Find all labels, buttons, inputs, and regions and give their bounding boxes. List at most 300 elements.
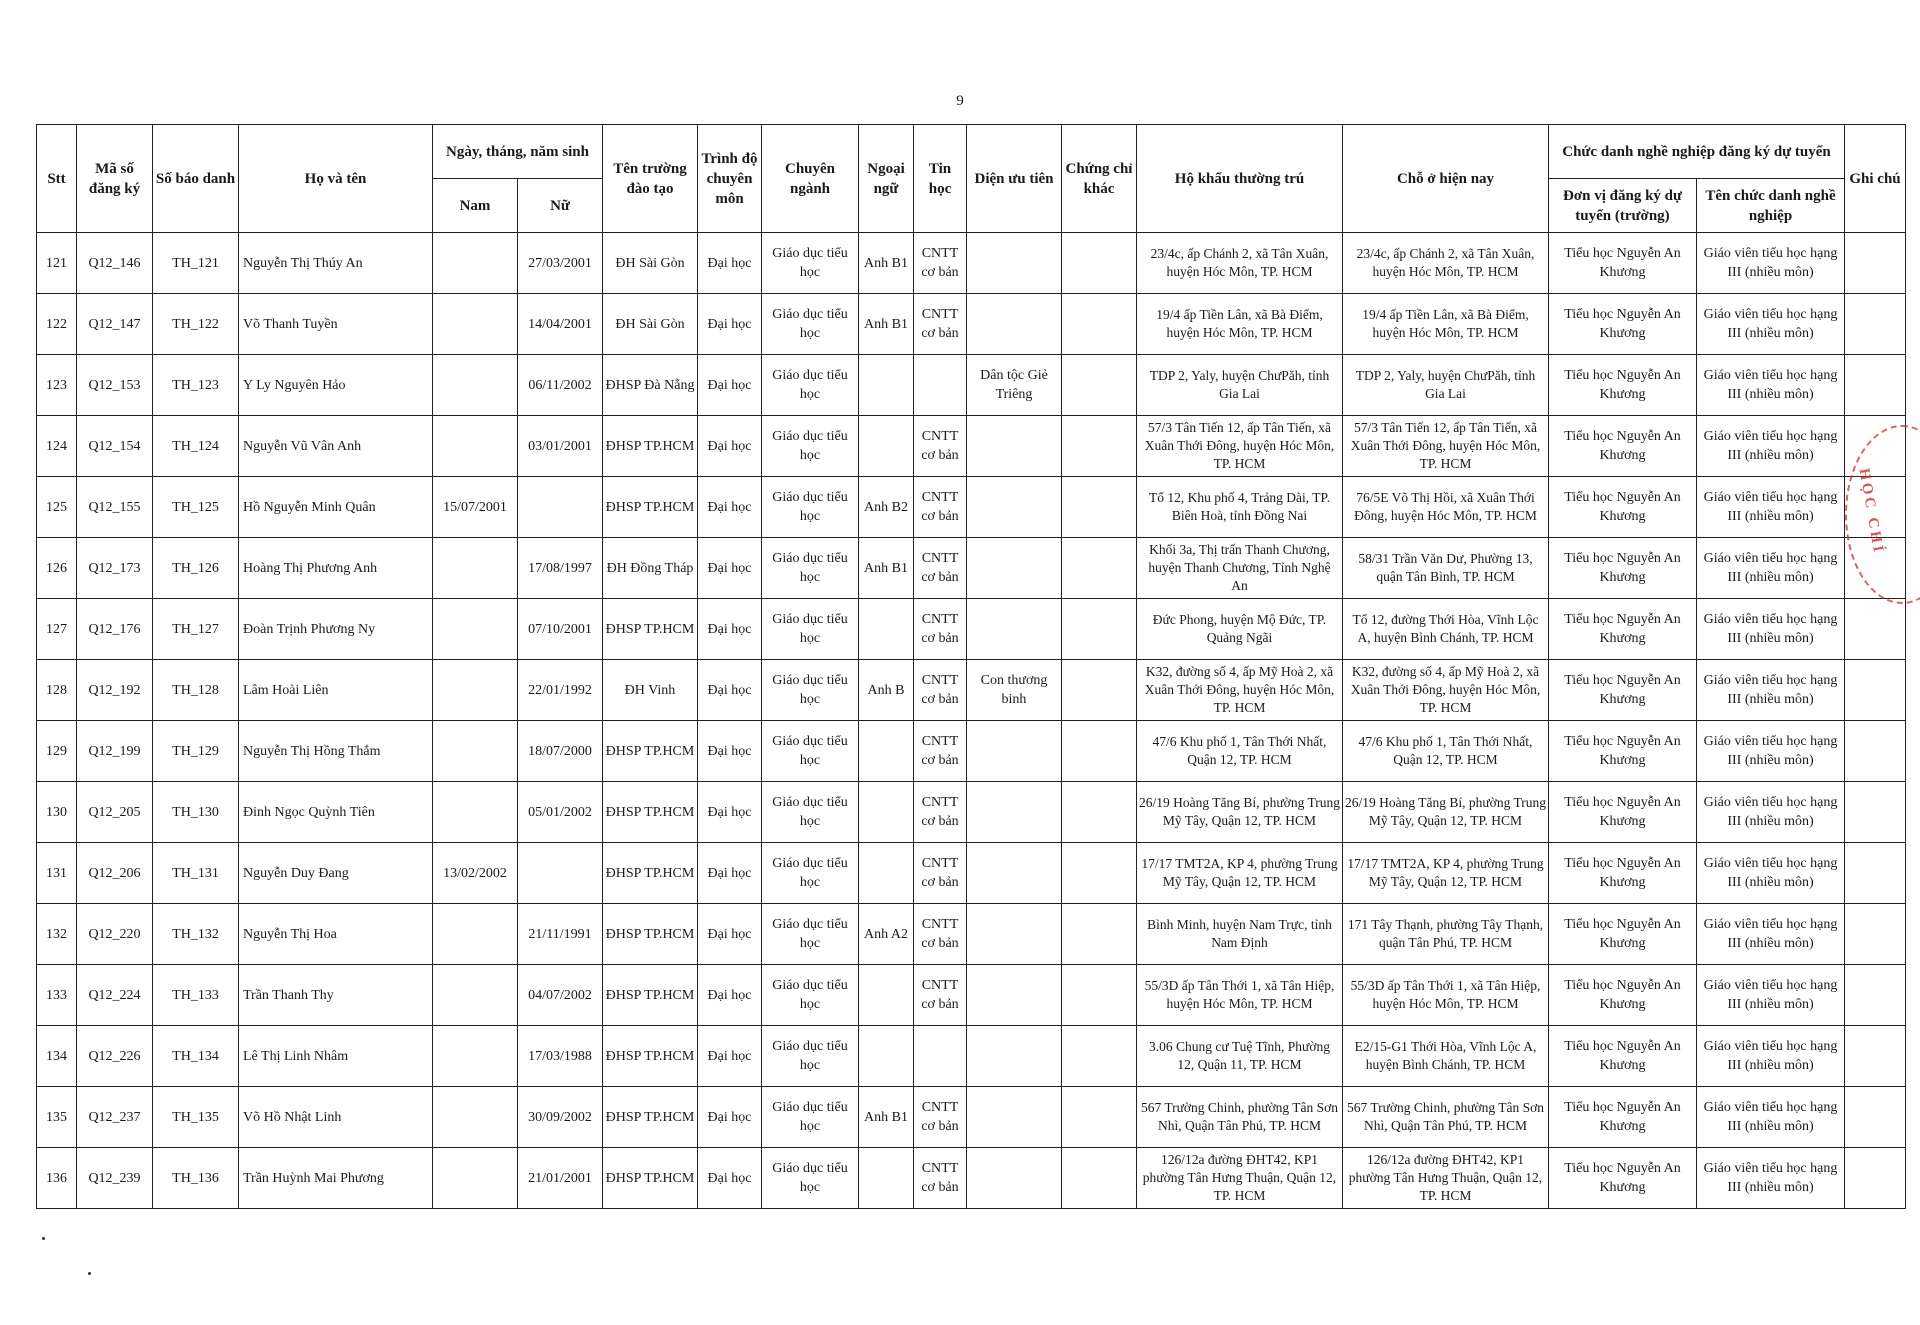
cell-chung-chi bbox=[1062, 904, 1137, 965]
cell-chuyen-nganh: Giáo dục tiểu học bbox=[762, 477, 859, 538]
cell-stt: 132 bbox=[37, 904, 77, 965]
cell-truong: ĐHSP TP.HCM bbox=[603, 599, 698, 660]
cell-ho-khau: 3.06 Chung cư Tuệ Tĩnh, Phường 12, Quận 11, TP. HCM bbox=[1137, 1026, 1343, 1087]
cell-nu bbox=[518, 477, 603, 538]
cell-cho-o: 47/6 Khu phố 1, Tân Thới Nhất, Quận 12, TP. HCM bbox=[1343, 721, 1549, 782]
cell-ten-chuc-danh: Giáo viên tiểu học hạng III (nhiều môn) bbox=[1697, 721, 1845, 782]
cell-dien-uu-tien bbox=[967, 782, 1062, 843]
cell-trinh-do: Đại học bbox=[698, 1026, 762, 1087]
cell-truong: ĐH Vinh bbox=[603, 660, 698, 721]
cell-ghi-chu bbox=[1845, 904, 1906, 965]
cell-stt: 131 bbox=[37, 843, 77, 904]
cell-ngoai-ngu bbox=[859, 843, 914, 904]
cell-cho-o: 26/19 Hoàng Tăng Bí, phường Trung Mỹ Tây, Quận 12, TP. HCM bbox=[1343, 782, 1549, 843]
cell-chuyen-nganh: Giáo dục tiểu học bbox=[762, 538, 859, 599]
cell-cho-o: 126/12a đường ĐHT42, KP1 phường Tân Hưng Thuận, Quận 12, TP. HCM bbox=[1343, 1148, 1549, 1209]
cell-stt: 124 bbox=[37, 416, 77, 477]
cell-cho-o: 171 Tây Thạnh, phường Tây Thạnh, quận Tân Phú, TP. HCM bbox=[1343, 904, 1549, 965]
cell-ma-so: Q12_239 bbox=[77, 1148, 153, 1209]
cell-ngoai-ngu: Anh B bbox=[859, 660, 914, 721]
cell-don-vi: Tiểu học Nguyễn An Khương bbox=[1549, 538, 1697, 599]
header-truong: Tên trường đào tạo bbox=[603, 125, 698, 233]
cell-chung-chi bbox=[1062, 721, 1137, 782]
cell-nam bbox=[433, 1148, 518, 1209]
cell-so-bao-danh: TH_129 bbox=[153, 721, 239, 782]
cell-chung-chi bbox=[1062, 843, 1137, 904]
cell-ghi-chu bbox=[1845, 782, 1906, 843]
cell-dien-uu-tien bbox=[967, 294, 1062, 355]
cell-chuyen-nganh: Giáo dục tiểu học bbox=[762, 1148, 859, 1209]
cell-truong: ĐHSP TP.HCM bbox=[603, 416, 698, 477]
cell-chuyen-nganh: Giáo dục tiểu học bbox=[762, 660, 859, 721]
cell-chung-chi bbox=[1062, 538, 1137, 599]
cell-dien-uu-tien bbox=[967, 477, 1062, 538]
cell-chuyen-nganh: Giáo dục tiểu học bbox=[762, 721, 859, 782]
cell-dien-uu-tien: Con thương binh bbox=[967, 660, 1062, 721]
header-ho-khau: Hộ khẩu thường trú bbox=[1137, 125, 1343, 233]
cell-tin-hoc: CNTT cơ bản bbox=[914, 538, 967, 599]
cell-ngoai-ngu bbox=[859, 1026, 914, 1087]
cell-nam bbox=[433, 538, 518, 599]
cell-so-bao-danh: TH_125 bbox=[153, 477, 239, 538]
cell-ten-chuc-danh: Giáo viên tiểu học hạng III (nhiều môn) bbox=[1697, 538, 1845, 599]
cell-trinh-do: Đại học bbox=[698, 1148, 762, 1209]
cell-nu: 04/07/2002 bbox=[518, 965, 603, 1026]
cell-chuyen-nganh: Giáo dục tiểu học bbox=[762, 1087, 859, 1148]
cell-ma-so: Q12_220 bbox=[77, 904, 153, 965]
cell-trinh-do: Đại học bbox=[698, 904, 762, 965]
cell-ghi-chu bbox=[1845, 660, 1906, 721]
cell-dien-uu-tien bbox=[967, 843, 1062, 904]
header-dien-uu-tien: Diện ưu tiên bbox=[967, 125, 1062, 233]
cell-dien-uu-tien bbox=[967, 904, 1062, 965]
cell-ho-ten: Võ Thanh Tuyền bbox=[239, 294, 433, 355]
cell-truong: ĐHSP TP.HCM bbox=[603, 477, 698, 538]
cell-dien-uu-tien bbox=[967, 233, 1062, 294]
scan-speck bbox=[42, 1237, 45, 1240]
cell-nam bbox=[433, 1026, 518, 1087]
table-row bbox=[37, 965, 1906, 1026]
cell-trinh-do: Đại học bbox=[698, 782, 762, 843]
header-chung-chi: Chứng chỉ khác bbox=[1062, 125, 1137, 233]
cell-truong: ĐHSP TP.HCM bbox=[603, 721, 698, 782]
cell-nam bbox=[433, 721, 518, 782]
cell-stt: 127 bbox=[37, 599, 77, 660]
cell-trinh-do: Đại học bbox=[698, 721, 762, 782]
cell-so-bao-danh: TH_133 bbox=[153, 965, 239, 1026]
cell-don-vi: Tiểu học Nguyễn An Khương bbox=[1549, 843, 1697, 904]
header-tin-hoc: Tin học bbox=[914, 125, 967, 233]
cell-ngoai-ngu bbox=[859, 355, 914, 416]
cell-chuyen-nganh: Giáo dục tiểu học bbox=[762, 843, 859, 904]
cell-trinh-do: Đại học bbox=[698, 1087, 762, 1148]
cell-nam bbox=[433, 1087, 518, 1148]
cell-chuyen-nganh: Giáo dục tiểu học bbox=[762, 599, 859, 660]
cell-ngoai-ngu bbox=[859, 416, 914, 477]
table-row bbox=[37, 355, 1906, 416]
cell-ho-khau: 567 Trường Chinh, phường Tân Sơn Nhì, Quận Tân Phú, TP. HCM bbox=[1137, 1087, 1343, 1148]
cell-tin-hoc: CNTT cơ bản bbox=[914, 904, 967, 965]
cell-nu: 03/01/2001 bbox=[518, 416, 603, 477]
header-trinh-do: Trình độ chuyên môn bbox=[698, 125, 762, 233]
cell-ghi-chu bbox=[1845, 721, 1906, 782]
cell-ma-so: Q12_237 bbox=[77, 1087, 153, 1148]
cell-stt: 134 bbox=[37, 1026, 77, 1087]
table-row bbox=[37, 233, 1906, 294]
cell-dien-uu-tien bbox=[967, 416, 1062, 477]
cell-cho-o: K32, đường số 4, ấp Mỹ Hoà 2, xã Xuân Thới Đông, huyện Hóc Môn, TP. HCM bbox=[1343, 660, 1549, 721]
cell-tin-hoc: CNTT cơ bản bbox=[914, 843, 967, 904]
cell-cho-o: 567 Trường Chinh, phường Tân Sơn Nhì, Quận Tân Phú, TP. HCM bbox=[1343, 1087, 1549, 1148]
cell-ngoai-ngu: Anh B2 bbox=[859, 477, 914, 538]
cell-ma-so: Q12_224 bbox=[77, 965, 153, 1026]
cell-truong: ĐHSP TP.HCM bbox=[603, 782, 698, 843]
cell-ho-khau: 17/17 TMT2A, KP 4, phường Trung Mỹ Tây, Quận 12, TP. HCM bbox=[1137, 843, 1343, 904]
header-nam: Nam bbox=[433, 179, 518, 233]
cell-so-bao-danh: TH_136 bbox=[153, 1148, 239, 1209]
header-ten-chuc-danh: Tên chức danh nghề nghiệp bbox=[1697, 179, 1845, 233]
cell-ma-so: Q12_147 bbox=[77, 294, 153, 355]
cell-trinh-do: Đại học bbox=[698, 416, 762, 477]
stamp-text: HỌC CHÍ bbox=[1855, 467, 1887, 556]
cell-nam bbox=[433, 782, 518, 843]
cell-ngoai-ngu: Anh B1 bbox=[859, 294, 914, 355]
cell-ten-chuc-danh: Giáo viên tiểu học hạng III (nhiều môn) bbox=[1697, 233, 1845, 294]
cell-nam bbox=[433, 660, 518, 721]
header-stt: Stt bbox=[37, 125, 77, 233]
cell-cho-o: E2/15-G1 Thới Hòa, Vĩnh Lộc A, huyện Bình Chánh, TP. HCM bbox=[1343, 1026, 1549, 1087]
cell-ma-so: Q12_176 bbox=[77, 599, 153, 660]
cell-ten-chuc-danh: Giáo viên tiểu học hạng III (nhiều môn) bbox=[1697, 355, 1845, 416]
cell-ho-khau: Bình Minh, huyện Nam Trực, tỉnh Nam Định bbox=[1137, 904, 1343, 965]
cell-tin-hoc: CNTT cơ bản bbox=[914, 1087, 967, 1148]
table-row bbox=[37, 782, 1906, 843]
cell-ho-ten: Hoàng Thị Phương Anh bbox=[239, 538, 433, 599]
cell-cho-o: 19/4 ấp Tiền Lân, xã Bà Điểm, huyện Hóc Môn, TP. HCM bbox=[1343, 294, 1549, 355]
cell-ho-ten: Võ Hồ Nhật Linh bbox=[239, 1087, 433, 1148]
cell-trinh-do: Đại học bbox=[698, 294, 762, 355]
cell-chuyen-nganh: Giáo dục tiểu học bbox=[762, 233, 859, 294]
cell-ho-ten: Lê Thị Linh Nhâm bbox=[239, 1026, 433, 1087]
cell-dien-uu-tien bbox=[967, 1026, 1062, 1087]
cell-dien-uu-tien bbox=[967, 721, 1062, 782]
cell-cho-o: 23/4c, ấp Chánh 2, xã Tân Xuân, huyện Hóc Môn, TP. HCM bbox=[1343, 233, 1549, 294]
cell-cho-o: 58/31 Trần Văn Dư, Phường 13, quận Tân Bình, TP. HCM bbox=[1343, 538, 1549, 599]
cell-nu: 17/03/1988 bbox=[518, 1026, 603, 1087]
cell-tin-hoc bbox=[914, 1026, 967, 1087]
cell-dien-uu-tien bbox=[967, 965, 1062, 1026]
cell-ghi-chu bbox=[1845, 1148, 1906, 1209]
cell-ghi-chu bbox=[1845, 843, 1906, 904]
cell-so-bao-danh: TH_128 bbox=[153, 660, 239, 721]
cell-chung-chi bbox=[1062, 660, 1137, 721]
cell-ma-so: Q12_206 bbox=[77, 843, 153, 904]
table-row bbox=[37, 843, 1906, 904]
scan-speck bbox=[88, 1272, 91, 1275]
cell-ma-so: Q12_192 bbox=[77, 660, 153, 721]
cell-tin-hoc: CNTT cơ bản bbox=[914, 599, 967, 660]
cell-nam bbox=[433, 416, 518, 477]
cell-ma-so: Q12_155 bbox=[77, 477, 153, 538]
cell-ten-chuc-danh: Giáo viên tiểu học hạng III (nhiều môn) bbox=[1697, 477, 1845, 538]
cell-ghi-chu bbox=[1845, 599, 1906, 660]
cell-chung-chi bbox=[1062, 782, 1137, 843]
cell-tin-hoc: CNTT cơ bản bbox=[914, 1148, 967, 1209]
cell-so-bao-danh: TH_132 bbox=[153, 904, 239, 965]
cell-ngoai-ngu bbox=[859, 782, 914, 843]
cell-don-vi: Tiểu học Nguyễn An Khương bbox=[1549, 355, 1697, 416]
cell-nu: 18/07/2000 bbox=[518, 721, 603, 782]
cell-stt: 123 bbox=[37, 355, 77, 416]
cell-truong: ĐHSP TP.HCM bbox=[603, 1148, 698, 1209]
cell-ho-khau: Tổ 12, Khu phố 4, Trảng Dài, TP. Biên Hoà, tỉnh Đồng Nai bbox=[1137, 477, 1343, 538]
cell-ten-chuc-danh: Giáo viên tiểu học hạng III (nhiều môn) bbox=[1697, 782, 1845, 843]
cell-nu: 27/03/2001 bbox=[518, 233, 603, 294]
cell-chuyen-nganh: Giáo dục tiểu học bbox=[762, 1026, 859, 1087]
cell-stt: 122 bbox=[37, 294, 77, 355]
header-ho-ten: Họ và tên bbox=[239, 125, 433, 233]
cell-ho-ten: Đoàn Trịnh Phương Ny bbox=[239, 599, 433, 660]
cell-so-bao-danh: TH_122 bbox=[153, 294, 239, 355]
cell-don-vi: Tiểu học Nguyễn An Khương bbox=[1549, 721, 1697, 782]
header-ghi-chu: Ghi chú bbox=[1845, 125, 1906, 233]
cell-trinh-do: Đại học bbox=[698, 355, 762, 416]
cell-ho-ten: Nguyễn Duy Đang bbox=[239, 843, 433, 904]
cell-don-vi: Tiểu học Nguyễn An Khương bbox=[1549, 660, 1697, 721]
cell-nam bbox=[433, 599, 518, 660]
cell-dien-uu-tien bbox=[967, 538, 1062, 599]
table-row bbox=[37, 477, 1906, 538]
cell-nu: 14/04/2001 bbox=[518, 294, 603, 355]
cell-cho-o: 55/3D ấp Tân Thới 1, xã Tân Hiệp, huyện Hóc Môn, TP. HCM bbox=[1343, 965, 1549, 1026]
cell-ho-ten: Nguyễn Thị Hồng Thắm bbox=[239, 721, 433, 782]
table-row bbox=[37, 721, 1906, 782]
cell-ma-so: Q12_173 bbox=[77, 538, 153, 599]
cell-nam: 13/02/2002 bbox=[433, 843, 518, 904]
cell-truong: ĐHSP TP.HCM bbox=[603, 843, 698, 904]
cell-nu: 06/11/2002 bbox=[518, 355, 603, 416]
cell-truong: ĐHSP TP.HCM bbox=[603, 1087, 698, 1148]
cell-cho-o: Tổ 12, đường Thới Hòa, Vĩnh Lộc A, huyện Bình Chánh, TP. HCM bbox=[1343, 599, 1549, 660]
cell-stt: 128 bbox=[37, 660, 77, 721]
table-row bbox=[37, 599, 1906, 660]
cell-chuyen-nganh: Giáo dục tiểu học bbox=[762, 355, 859, 416]
cell-ho-ten: Trần Thanh Thy bbox=[239, 965, 433, 1026]
cell-ngoai-ngu: Anh B1 bbox=[859, 233, 914, 294]
cell-nu: 05/01/2002 bbox=[518, 782, 603, 843]
cell-ten-chuc-danh: Giáo viên tiểu học hạng III (nhiều môn) bbox=[1697, 965, 1845, 1026]
cell-dien-uu-tien bbox=[967, 599, 1062, 660]
cell-so-bao-danh: TH_135 bbox=[153, 1087, 239, 1148]
table-row bbox=[37, 660, 1906, 721]
cell-ghi-chu bbox=[1845, 965, 1906, 1026]
cell-ho-khau: 47/6 Khu phố 1, Tân Thới Nhất, Quận 12, TP. HCM bbox=[1137, 721, 1343, 782]
cell-ten-chuc-danh: Giáo viên tiểu học hạng III (nhiều môn) bbox=[1697, 843, 1845, 904]
cell-ngoai-ngu: Anh B1 bbox=[859, 1087, 914, 1148]
cell-ten-chuc-danh: Giáo viên tiểu học hạng III (nhiều môn) bbox=[1697, 1026, 1845, 1087]
cell-ho-khau: K32, đường số 4, ấp Mỹ Hoà 2, xã Xuân Thới Đông, huyện Hóc Môn, TP. HCM bbox=[1137, 660, 1343, 721]
cell-don-vi: Tiểu học Nguyễn An Khương bbox=[1549, 1148, 1697, 1209]
cell-ngoai-ngu: Anh B1 bbox=[859, 538, 914, 599]
cell-don-vi: Tiểu học Nguyễn An Khương bbox=[1549, 904, 1697, 965]
cell-ngoai-ngu bbox=[859, 1148, 914, 1209]
cell-nam bbox=[433, 965, 518, 1026]
cell-chuyen-nganh: Giáo dục tiểu học bbox=[762, 965, 859, 1026]
cell-nu: 21/11/1991 bbox=[518, 904, 603, 965]
cell-chung-chi bbox=[1062, 1148, 1137, 1209]
cell-nu: 30/09/2002 bbox=[518, 1087, 603, 1148]
cell-cho-o: 57/3 Tân Tiến 12, ấp Tân Tiến, xã Xuân Thới Đông, huyện Hóc Môn, TP. HCM bbox=[1343, 416, 1549, 477]
cell-so-bao-danh: TH_121 bbox=[153, 233, 239, 294]
cell-trinh-do: Đại học bbox=[698, 233, 762, 294]
cell-ho-khau: Khối 3a, Thị trấn Thanh Chương, huyện Thanh Chương, Tỉnh Nghệ An bbox=[1137, 538, 1343, 599]
cell-don-vi: Tiểu học Nguyễn An Khương bbox=[1549, 477, 1697, 538]
cell-ho-khau: 19/4 ấp Tiền Lân, xã Bà Điểm, huyện Hóc Môn, TP. HCM bbox=[1137, 294, 1343, 355]
cell-chuyen-nganh: Giáo dục tiểu học bbox=[762, 904, 859, 965]
cell-truong: ĐHSP TP.HCM bbox=[603, 904, 698, 965]
cell-ho-khau: 57/3 Tân Tiến 12, ấp Tân Tiến, xã Xuân Thới Đông, huyện Hóc Môn, TP. HCM bbox=[1137, 416, 1343, 477]
cell-ngoai-ngu bbox=[859, 965, 914, 1026]
cell-dien-uu-tien bbox=[967, 1148, 1062, 1209]
cell-ho-khau: 26/19 Hoàng Tăng Bí, phường Trung Mỹ Tây, Quận 12, TP. HCM bbox=[1137, 782, 1343, 843]
cell-chung-chi bbox=[1062, 477, 1137, 538]
cell-stt: 129 bbox=[37, 721, 77, 782]
cell-ho-ten: Y Ly Nguyên Hảo bbox=[239, 355, 433, 416]
cell-ho-ten: Lâm Hoài Liên bbox=[239, 660, 433, 721]
cell-tin-hoc: CNTT cơ bản bbox=[914, 477, 967, 538]
cell-ten-chuc-danh: Giáo viên tiểu học hạng III (nhiều môn) bbox=[1697, 1087, 1845, 1148]
cell-ghi-chu bbox=[1845, 1026, 1906, 1087]
cell-don-vi: Tiểu học Nguyễn An Khương bbox=[1549, 416, 1697, 477]
cell-chung-chi bbox=[1062, 416, 1137, 477]
header-chuyen-nganh: Chuyên ngành bbox=[762, 125, 859, 233]
cell-ghi-chu bbox=[1845, 355, 1906, 416]
table-row bbox=[37, 1087, 1906, 1148]
header-chuc-danh: Chức danh nghề nghiệp đăng ký dự tuyển bbox=[1549, 125, 1845, 179]
cell-cho-o: TDP 2, Yaly, huyện ChưPăh, tỉnh Gia Lai bbox=[1343, 355, 1549, 416]
cell-don-vi: Tiểu học Nguyễn An Khương bbox=[1549, 294, 1697, 355]
cell-nu: 07/10/2001 bbox=[518, 599, 603, 660]
table-row bbox=[37, 904, 1906, 965]
cell-tin-hoc: CNTT cơ bản bbox=[914, 416, 967, 477]
cell-don-vi: Tiểu học Nguyễn An Khương bbox=[1549, 965, 1697, 1026]
header-ngay-sinh: Ngày, tháng, năm sinh bbox=[433, 125, 603, 179]
cell-ten-chuc-danh: Giáo viên tiểu học hạng III (nhiều môn) bbox=[1697, 416, 1845, 477]
cell-stt: 125 bbox=[37, 477, 77, 538]
cell-nam bbox=[433, 904, 518, 965]
cell-ho-ten: Nguyễn Vũ Vân Anh bbox=[239, 416, 433, 477]
cell-ma-so: Q12_226 bbox=[77, 1026, 153, 1087]
cell-ho-ten: Nguyễn Thị Thúy An bbox=[239, 233, 433, 294]
cell-chuyen-nganh: Giáo dục tiểu học bbox=[762, 294, 859, 355]
cell-ten-chuc-danh: Giáo viên tiểu học hạng III (nhiều môn) bbox=[1697, 660, 1845, 721]
table-row bbox=[37, 416, 1906, 477]
cell-chung-chi bbox=[1062, 965, 1137, 1026]
cell-nam bbox=[433, 355, 518, 416]
cell-tin-hoc: CNTT cơ bản bbox=[914, 294, 967, 355]
cell-chung-chi bbox=[1062, 1087, 1137, 1148]
cell-truong: ĐHSP TP.HCM bbox=[603, 1026, 698, 1087]
cell-trinh-do: Đại học bbox=[698, 660, 762, 721]
cell-ma-so: Q12_205 bbox=[77, 782, 153, 843]
cell-ma-so: Q12_199 bbox=[77, 721, 153, 782]
cell-ngoai-ngu: Anh A2 bbox=[859, 904, 914, 965]
cell-truong: ĐHSP Đà Nẵng bbox=[603, 355, 698, 416]
cell-chuyen-nganh: Giáo dục tiểu học bbox=[762, 416, 859, 477]
cell-ho-khau: 55/3D ấp Tân Thới 1, xã Tân Hiệp, huyện Hóc Môn, TP. HCM bbox=[1137, 965, 1343, 1026]
cell-stt: 121 bbox=[37, 233, 77, 294]
cell-so-bao-danh: TH_123 bbox=[153, 355, 239, 416]
cell-ghi-chu bbox=[1845, 233, 1906, 294]
cell-truong: ĐH Sài Gòn bbox=[603, 294, 698, 355]
cell-tin-hoc: CNTT cơ bản bbox=[914, 721, 967, 782]
cell-ho-khau: 126/12a đường ĐHT42, KP1 phường Tân Hưng Thuận, Quận 12, TP. HCM bbox=[1137, 1148, 1343, 1209]
table-row bbox=[37, 1148, 1906, 1209]
cell-ngoai-ngu bbox=[859, 721, 914, 782]
cell-ngoai-ngu bbox=[859, 599, 914, 660]
cell-tin-hoc: CNTT cơ bản bbox=[914, 233, 967, 294]
cell-nam bbox=[433, 233, 518, 294]
cell-don-vi: Tiểu học Nguyễn An Khương bbox=[1549, 1026, 1697, 1087]
cell-ma-so: Q12_153 bbox=[77, 355, 153, 416]
cell-don-vi: Tiểu học Nguyễn An Khương bbox=[1549, 233, 1697, 294]
cell-so-bao-danh: TH_126 bbox=[153, 538, 239, 599]
cell-ma-so: Q12_154 bbox=[77, 416, 153, 477]
cell-trinh-do: Đại học bbox=[698, 599, 762, 660]
cell-dien-uu-tien bbox=[967, 1087, 1062, 1148]
cell-chuyen-nganh: Giáo dục tiểu học bbox=[762, 782, 859, 843]
cell-ten-chuc-danh: Giáo viên tiểu học hạng III (nhiều môn) bbox=[1697, 904, 1845, 965]
cell-ten-chuc-danh: Giáo viên tiểu học hạng III (nhiều môn) bbox=[1697, 294, 1845, 355]
cell-nu: 22/01/1992 bbox=[518, 660, 603, 721]
cell-ten-chuc-danh: Giáo viên tiểu học hạng III (nhiều môn) bbox=[1697, 599, 1845, 660]
cell-chung-chi bbox=[1062, 355, 1137, 416]
cell-nu: 21/01/2001 bbox=[518, 1148, 603, 1209]
page-number: 9 bbox=[956, 93, 964, 109]
cell-tin-hoc: CNTT cơ bản bbox=[914, 965, 967, 1026]
cell-ho-khau: TDP 2, Yaly, huyện ChưPăh, tỉnh Gia Lai bbox=[1137, 355, 1343, 416]
cell-don-vi: Tiểu học Nguyễn An Khương bbox=[1549, 1087, 1697, 1148]
table-row bbox=[37, 294, 1906, 355]
candidate-table bbox=[36, 124, 1906, 1209]
cell-stt: 130 bbox=[37, 782, 77, 843]
cell-dien-uu-tien: Dân tộc Giẻ Triêng bbox=[967, 355, 1062, 416]
cell-nam bbox=[433, 294, 518, 355]
cell-ho-khau: 23/4c, ấp Chánh 2, xã Tân Xuân, huyện Hóc Môn, TP. HCM bbox=[1137, 233, 1343, 294]
cell-so-bao-danh: TH_130 bbox=[153, 782, 239, 843]
cell-stt: 126 bbox=[37, 538, 77, 599]
cell-ho-ten: Trần Huỳnh Mai Phương bbox=[239, 1148, 433, 1209]
cell-chung-chi bbox=[1062, 1026, 1137, 1087]
header-cho-o: Chỗ ở hiện nay bbox=[1343, 125, 1549, 233]
table-row bbox=[37, 538, 1906, 599]
cell-ho-ten: Đinh Ngọc Quỳnh Tiên bbox=[239, 782, 433, 843]
table-row bbox=[37, 1026, 1906, 1087]
cell-so-bao-danh: TH_131 bbox=[153, 843, 239, 904]
cell-ho-khau: Đức Phong, huyện Mộ Đức, TP. Quảng Ngãi bbox=[1137, 599, 1343, 660]
cell-tin-hoc: CNTT cơ bản bbox=[914, 782, 967, 843]
table-body bbox=[37, 233, 1906, 1209]
cell-chung-chi bbox=[1062, 294, 1137, 355]
cell-stt: 135 bbox=[37, 1087, 77, 1148]
cell-nu: 17/08/1997 bbox=[518, 538, 603, 599]
cell-ho-ten: Hồ Nguyễn Minh Quân bbox=[239, 477, 433, 538]
cell-ho-ten: Nguyễn Thị Hoa bbox=[239, 904, 433, 965]
header-so-bao-danh: Số báo danh bbox=[153, 125, 239, 233]
cell-trinh-do: Đại học bbox=[698, 843, 762, 904]
header-ngoai-ngu: Ngoại ngữ bbox=[859, 125, 914, 233]
cell-ten-chuc-danh: Giáo viên tiểu học hạng III (nhiều môn) bbox=[1697, 1148, 1845, 1209]
